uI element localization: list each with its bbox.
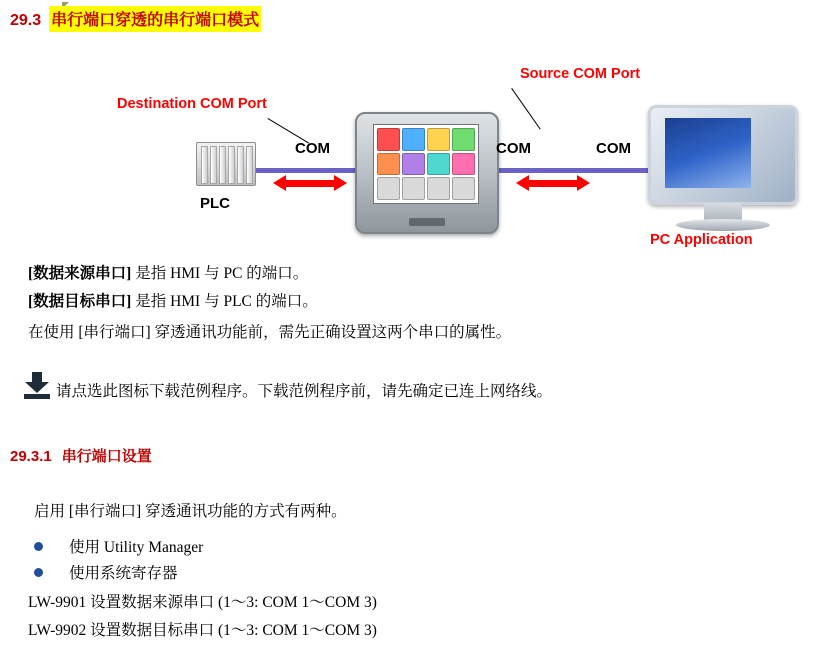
register-line-lw9901: LW-9901 设置数据来源串口 (1～3: COM 1～COM 3) <box>28 594 377 611</box>
term-destination-port: [数据目标串口] <box>28 293 132 310</box>
pc-monitor-icon <box>648 105 798 235</box>
plc-device-icon <box>196 142 256 186</box>
list-item <box>34 535 203 557</box>
paragraph-source-port <box>28 261 308 283</box>
arrow-plc-hmi <box>285 180 335 187</box>
paragraph-source-port-text: 是指 HMI 与 PC 的端口。 <box>131 265 309 282</box>
label-pc-application: PC Application <box>650 232 753 248</box>
serial-passthrough-diagram <box>0 50 822 260</box>
section-heading-29-3 <box>10 6 261 32</box>
leader-line-source <box>511 88 540 130</box>
section-title-highlighted: 串行端口穿透的串行端口模式 <box>49 6 261 32</box>
paragraph-download-note: 请点选此图标下载范例程序。下载范例程序前，请先确定已连上网络线。 <box>56 383 553 400</box>
paragraph-enable-methods: 启用 [串行端口] 穿透通讯功能的方式有两种。 <box>34 503 347 520</box>
label-source-com-port: Source COM Port <box>520 66 641 82</box>
hmi-brand-logo <box>409 218 445 226</box>
hmi-panel-icon <box>355 112 499 234</box>
subsection-title: 串行端口设置 <box>61 448 152 465</box>
download-icon[interactable] <box>24 372 50 398</box>
list-item <box>34 561 178 583</box>
label-com-source-hmi: COM <box>496 140 531 157</box>
paragraph-destination-port <box>28 289 318 311</box>
bullet-dot-icon <box>34 542 43 551</box>
hmi-screen <box>373 124 479 204</box>
bullet-dot-icon <box>34 568 43 577</box>
section-number: 29.3 <box>10 12 42 29</box>
list-item-label: 使用系统寄存器 <box>69 565 178 582</box>
arrow-hmi-pc <box>528 180 578 187</box>
label-destination-com-port: Destination COM Port <box>117 96 267 112</box>
register-line-lw9902: LW-9902 设置数据目标串口 (1～3: COM 1～COM 3) <box>28 622 377 639</box>
list-item-label: 使用 Utility Manager <box>69 539 204 556</box>
paragraph-destination-port-text: 是指 HMI 与 PLC 的端口。 <box>131 293 318 310</box>
label-plc: PLC <box>200 195 230 212</box>
subsection-number: 29.3.1 <box>10 448 52 465</box>
label-com-destination: COM <box>295 140 330 157</box>
cable-bus-right <box>495 168 670 173</box>
term-source-port: [数据来源串口] <box>28 265 132 282</box>
label-com-pc: COM <box>596 140 631 157</box>
paragraph-usage-note: 在使用 [串行端口] 穿透通讯功能前，需先正确设置这两个串口的属性。 <box>28 324 512 341</box>
section-heading-29-3-1 <box>10 445 152 466</box>
